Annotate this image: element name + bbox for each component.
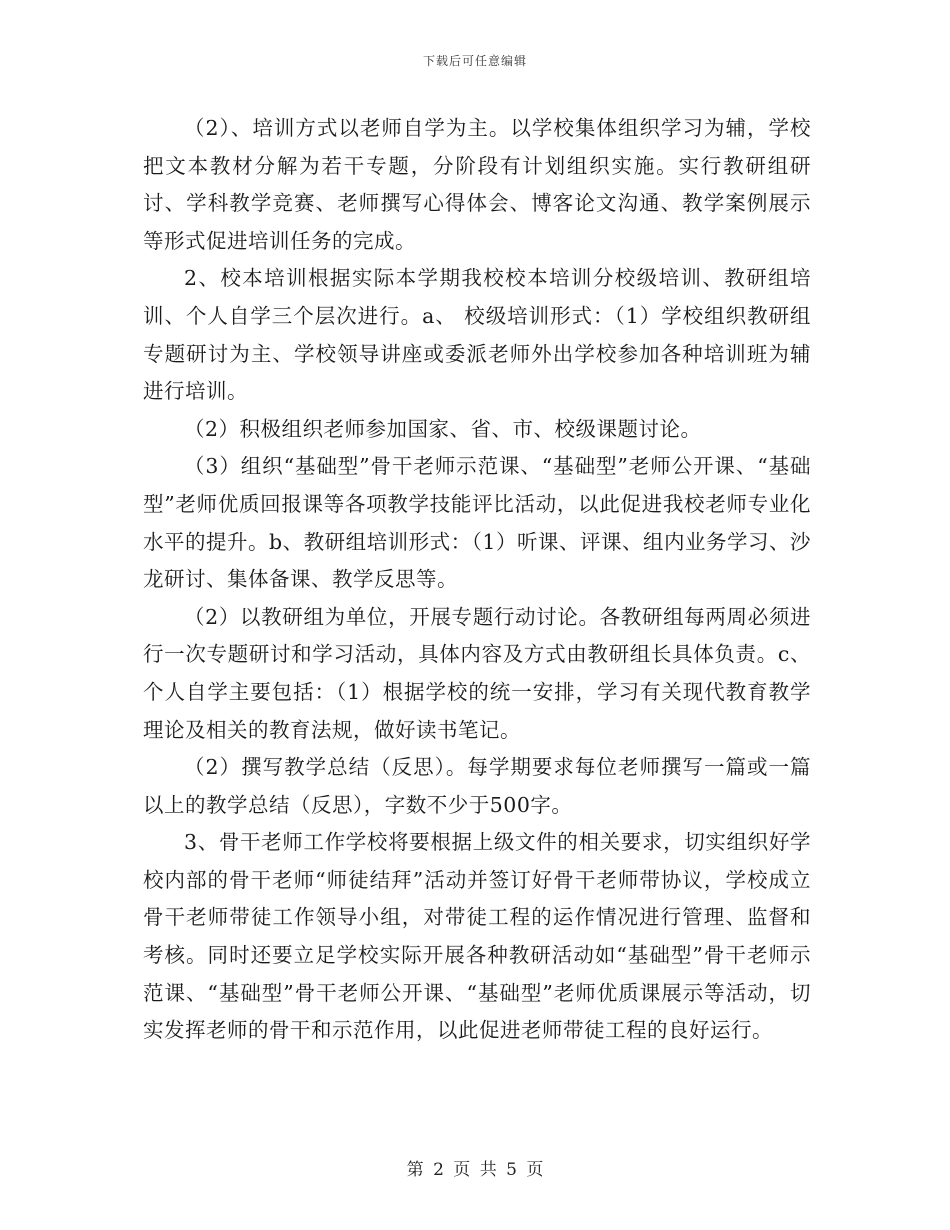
paragraph-research-topics: （2）积极组织老师参加国家、省、市、校级课题讨论。	[184, 416, 702, 441]
paragraph-demo-lessons: （3）组织“基础型”骨干老师示范课、“基础型”老师公开课、“基础型”老师优质回报课等各项教学技能评比活动，以此促进我校老师专业化水平的提升。b、教研组培训形式：（1）听课、评课、组内业务学习、沙龙研讨、集体备课、教学反思等。	[143, 454, 811, 592]
paragraph-school-training: 2、校本培训根据实际本学期我校校本培训分校级培训、教研组培训、个人自学三个层次进行。a、 校级培训形式：（1）学校组织教研组专题研讨为主、学校领导讲座或委派老师外出学校参加各种培训班为辅进行培训。	[143, 266, 811, 404]
paragraph-group-discussion: （2）以教研组为单位，开展专题行动讨论。各教研组每两周必须进行一次专题研讨和学习活动，具体内容及方式由教研组长具体负责。c、个人自学主要包括：（1）根据学校的统一安排，学习有关现代教育教学理论及相关的教育法规，做好读书笔记。	[143, 604, 811, 742]
page-number: 第 2 页 共 5 页	[406, 1160, 544, 1180]
paragraph-training-method: （2）、培训方式以老师自学为主。以学校集体组织学习为辅，学校把文本教材分解为若干专题，分阶段有计划组织实施。实行教研组研讨、学科教学竞赛、老师撰写心得体会、博客论文沟通、教学案例展示等形式促进培训任务的完成。	[143, 116, 811, 253]
page-header: 下载后可任意编辑	[422, 54, 527, 68]
document-body	[143, 110, 811, 1050]
paragraph-key-teachers: 3、骨干老师工作学校将要根据上级文件的相关要求，切实组织好学校内部的骨干老师“师徒结拜”活动并签订好骨干老师带协议，学校成立骨干老师带徒工作领导小组，对带徒工程的运作情况进行管理、监督和考核。同时还要立足学校实际开展各种教研活动如“基础型”骨干老师示范课、“基础型”骨干老师公开课、“基础型”老师优质课展示等活动，切实发挥老师的骨干和示范作用，以此促进老师带徒工程的良好运行。	[143, 830, 811, 1043]
paragraph-teaching-summary: （2）撰写教学总结（反思）。每学期要求每位老师撰写一篇或一篇以上的教学总结（反思），字数不少于500字。	[143, 755, 811, 817]
